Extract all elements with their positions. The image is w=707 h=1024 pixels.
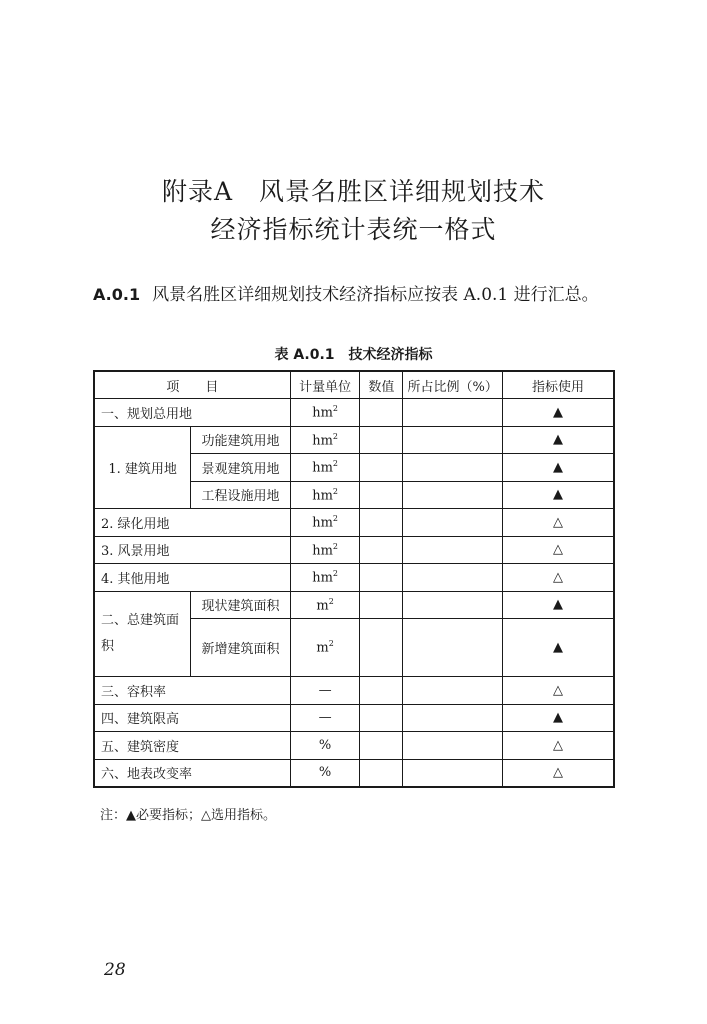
- row-label: 4. 其他用地: [94, 564, 290, 592]
- row-ratio: [403, 704, 503, 732]
- row-value: [360, 564, 403, 592]
- row-usage: △: [503, 509, 615, 537]
- appendix-title-line2: 经济指标统计表统一格式: [210, 215, 497, 244]
- row-label: 3. 风景用地: [94, 536, 290, 564]
- header-usage: 指标使用: [503, 371, 615, 399]
- row-usage: ▲: [503, 426, 615, 454]
- row-ratio: [403, 564, 503, 592]
- row-unit: $m^2$: [290, 619, 360, 677]
- table-caption: 表 A.0.1 技术经济指标: [274, 347, 433, 363]
- row-label: 景观建筑用地: [191, 454, 291, 482]
- row-label: 新增建筑面积: [191, 619, 291, 677]
- page-number: 28: [104, 960, 126, 980]
- row-ratio: [403, 677, 503, 705]
- row-usage: △: [503, 564, 615, 592]
- table-row: [94, 732, 614, 760]
- row-ratio: [403, 759, 503, 787]
- row-usage: ▲: [503, 591, 615, 619]
- row-ratio: [403, 454, 503, 482]
- row-ratio: [403, 399, 503, 427]
- row-label: 一、规划总用地: [94, 399, 290, 427]
- row-label: 现状建筑面积: [191, 591, 291, 619]
- row-label: 功能建筑用地: [191, 426, 291, 454]
- row-usage: △: [503, 759, 615, 787]
- header-row: [94, 371, 614, 399]
- row-usage: ▲: [503, 454, 615, 482]
- header-item: 项 目: [94, 371, 290, 399]
- table-row: [94, 759, 614, 787]
- row-unit: $hm^2$: [290, 454, 360, 482]
- group-label: 1. 建筑用地: [94, 426, 191, 509]
- row-unit: $hm^2$: [290, 564, 360, 592]
- row-label: 六、地表改变率: [94, 759, 290, 787]
- clause-number: A.0.1: [93, 285, 141, 304]
- group-label: 二、总建筑面积: [94, 591, 191, 677]
- row-value: [360, 509, 403, 537]
- row-value: [360, 677, 403, 705]
- row-usage: ▲: [503, 619, 615, 677]
- row-unit: $hm^2$: [290, 509, 360, 537]
- row-unit: %: [290, 759, 360, 787]
- row-ratio: [403, 591, 503, 619]
- row-ratio: [403, 481, 503, 509]
- row-value: [360, 399, 403, 427]
- table-row: [94, 399, 614, 427]
- row-unit: $hm^2$: [290, 536, 360, 564]
- row-label: 2. 绿化用地: [94, 509, 290, 537]
- row-label: 四、建筑限高: [94, 704, 290, 732]
- row-label: 五、建筑密度: [94, 732, 290, 760]
- row-usage: ▲: [503, 481, 615, 509]
- row-usage: △: [503, 536, 615, 564]
- row-value: [360, 704, 403, 732]
- row-ratio: [403, 536, 503, 564]
- header-ratio: 所占比例（%）: [403, 371, 503, 399]
- row-unit: $m^2$: [290, 591, 360, 619]
- table-row: [94, 564, 614, 592]
- row-label: 三、容积率: [94, 677, 290, 705]
- row-unit: $hm^2$: [290, 399, 360, 427]
- row-ratio: [403, 426, 503, 454]
- table-row: [94, 704, 614, 732]
- row-usage: ▲: [503, 399, 615, 427]
- clause-paragraph: [93, 280, 623, 310]
- row-unit: —: [290, 704, 360, 732]
- row-usage: ▲: [503, 704, 615, 732]
- row-usage: △: [503, 677, 615, 705]
- row-unit: %: [290, 732, 360, 760]
- appendix-title-line1: 附录A 风景名胜区详细规划技术: [161, 177, 546, 206]
- row-value: [360, 619, 403, 677]
- row-ratio: [403, 509, 503, 537]
- row-value: [360, 732, 403, 760]
- header-unit: 计量单位: [290, 371, 360, 399]
- row-unit: $hm^2$: [290, 426, 360, 454]
- row-label: 工程设施用地: [191, 481, 291, 509]
- row-unit: —: [290, 677, 360, 705]
- table-row: [94, 509, 614, 537]
- table-row: [94, 591, 614, 619]
- row-ratio: [403, 732, 503, 760]
- row-usage: △: [503, 732, 615, 760]
- header-value: 数值: [360, 371, 403, 399]
- table-note: 注：▲必要指标；△选用指标。: [100, 808, 276, 823]
- row-value: [360, 536, 403, 564]
- clause-text: 风景名胜区详细规划技术经济指标应按表 A.0.1 进行汇总。: [152, 285, 599, 305]
- indicator-table: [93, 370, 615, 788]
- row-ratio: [403, 619, 503, 677]
- row-value: [360, 759, 403, 787]
- row-value: [360, 454, 403, 482]
- table-row: [94, 536, 614, 564]
- row-unit: $hm^2$: [290, 481, 360, 509]
- row-value: [360, 426, 403, 454]
- row-value: [360, 481, 403, 509]
- table-row: [94, 426, 614, 454]
- table-row: [94, 677, 614, 705]
- row-value: [360, 591, 403, 619]
